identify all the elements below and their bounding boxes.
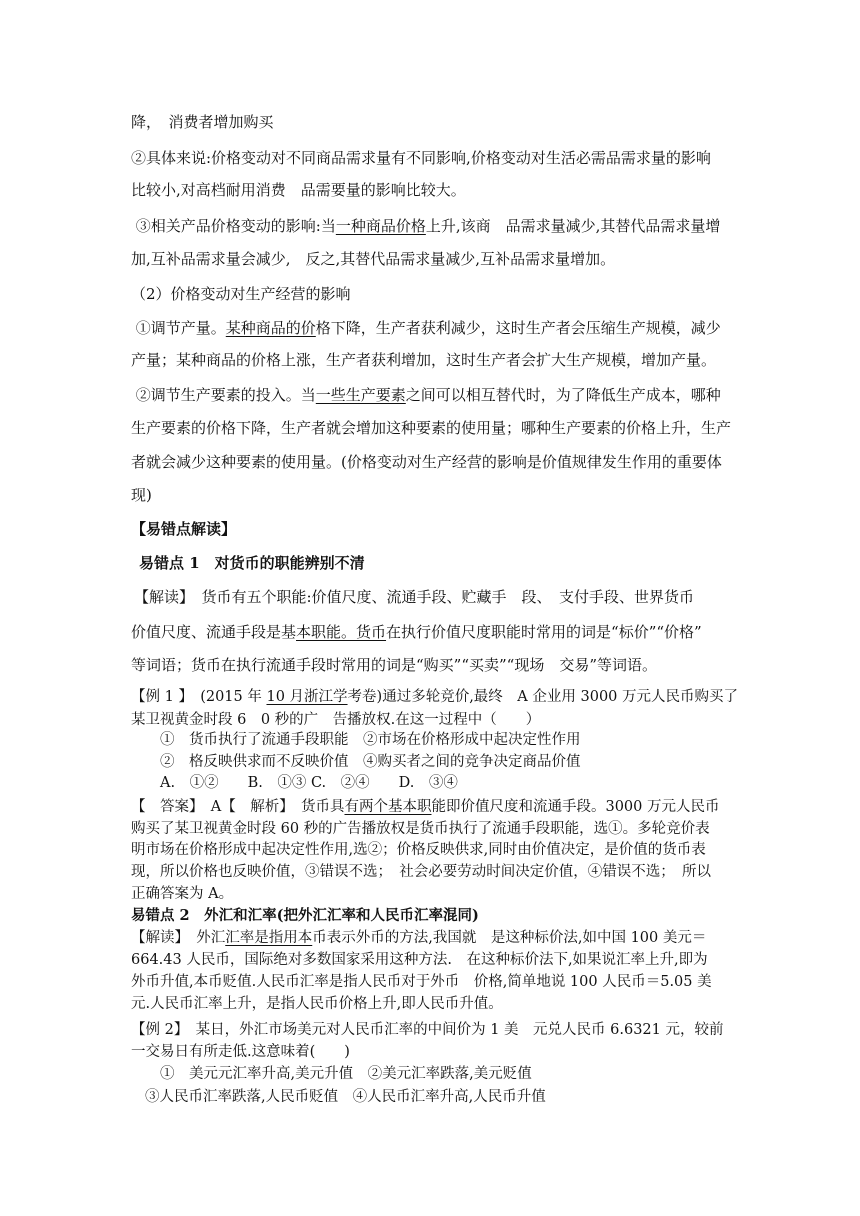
text-line: 【解读】 货币有五个职能:价值尺度、流通手段、贮藏手 段、 支付手段、世界货币 — [134, 588, 695, 606]
text-line: ③相关产品价格变动的影响:当一种商品价格上升,该商 品需求量减少,其替代品需求量增 — [131, 217, 721, 235]
answer-line: 明市场在价格形成中起决定性作用,选②；价格反映供求,同时由价值决定，是价值的货币表 — [131, 842, 706, 858]
option-line: ① 美元元汇率升高,美元升值 ②美元汇率跌落,美元贬值 — [160, 1066, 532, 1082]
choices-line: A. ①② B. ①③ C. ②④ D. ③④ — [160, 775, 458, 791]
option-line: ③人民币汇率跌落,人民币贬值 ④人民币汇率升高,人民币升值 — [145, 1089, 546, 1105]
answer-line: 正确答案为 A。 — [131, 886, 234, 902]
example-line: 【例 1 】 (2015 年 10 月浙江学考卷)通过多轮竞价,最终 A 企业用 3000 万元人民币购买了 — [131, 689, 739, 705]
text-line: 者就会减少这种要素的使用量。(价格变动对生产经营的影响是价值规律发生作用的重要体 — [131, 453, 722, 471]
text-line: 外币升值,本币贬值.人民币汇率是指人民币对于外币 价格,简单地说 100 人民币＝5.05 美 — [131, 974, 712, 990]
text-line: 生产要素的价格下降，生产者就会增加这种要素的使用量；哪种生产要素的价格上升，生产 — [131, 419, 732, 437]
example-line: 【例 2】 某日，外汇市场美元对人民币汇率的中间价为 1 美 元兑人民币 6.6321 元，较前 — [131, 1022, 724, 1038]
answer-line: 购买了某卫视黄金时段 60 秒的广告播放权是货币执行了流通手段职能，选①。多轮竞价表 — [131, 821, 710, 837]
subsection-title: 易错点 2 外汇和汇率(把外汇汇率和人民币汇率混同) — [131, 907, 479, 924]
example-line: 某卫视黄金时段 6 0 秒的广 告播放权.在这一过程中（ ） — [131, 712, 541, 728]
underlined-term: 一些生产要素 — [315, 386, 406, 404]
text-line: ②调节生产要素的投入。当一些生产要素之间可以相互替代时，为了降低生产成本，哪种 — [131, 386, 721, 404]
underlined-term: 汇率是指用本 — [225, 930, 313, 946]
option-line: ② 格反映供求而不反映价值 ④购买者之间的竞争决定商品价值 — [160, 754, 581, 770]
text-line: 价值尺度、流通手段是基本职能。货币在执行价值尺度职能时常用的词是“标价”“价格” — [131, 623, 702, 641]
text-line: 等词语；货币在执行流通手段时常用的词是“购买”“买卖”“现场 交易”等词语。 — [131, 656, 658, 674]
text-line: ①调节产量。某种商品的价格下降，生产者获利减少，这时生产者会压缩生产规模，减少 — [131, 319, 721, 337]
text-line: 【解读】 外汇汇率是指用本币表示外币的方法,我国就 是这种标价法,如中国 100 美元＝ — [131, 930, 707, 946]
answer-line: 【 答案】 A【 解析】 货币具有两个基本职能即价值尺度和流通手段。3000 万元人民币 — [131, 799, 720, 815]
option-line: ① 货币执行了流通手段职能 ②市场在价格形成中起决定性作用 — [160, 732, 581, 748]
section-heading: （2）价格变动对生产经营的影响 — [131, 285, 351, 303]
text-line: 664.43 人民币，国际绝对多数国家采用这种方法. 在这种标价法下,如果说汇率上升,即为 — [131, 952, 708, 968]
underlined-term: 本职能。货币 — [296, 623, 387, 641]
text-line: ②具体来说:价格变动对不同商品需求量有不同影响,价格变动对生活必需品需求量的影响 — [131, 149, 711, 167]
underlined-term: 10 月浙江学 — [266, 689, 348, 705]
subsection-title: 易错点 1 对货币的职能辨别不清 — [139, 554, 365, 572]
example-line: 一交易日有所走低.这意味着( ) — [131, 1044, 350, 1060]
text-line: 产量；某种商品的价格上涨，生产者获利增加，这时生产者会扩大生产规模，增加产量。 — [131, 351, 717, 369]
text-line: 现) — [131, 486, 152, 504]
text-line: 加,互补品需求量会减少, 反之,其替代品需求量减少,互补品需求量增加。 — [131, 250, 616, 268]
text-line: 元.人民币汇率上升，是指人民币价格上升,即人民币升值。 — [131, 996, 503, 1012]
answer-line: 现，所以价格也反映价值，③错误不选； 社会必要劳动时间决定价值，④错误不选； 所以 — [131, 864, 711, 880]
underlined-term: 某种商品的价 — [225, 319, 316, 337]
text-line: 降， 消费者增加购买 — [131, 113, 274, 131]
underlined-term: 一种商品价格 — [335, 217, 426, 235]
text-line: 比较小,对高档耐用消费 品需要量的影响比较大。 — [131, 181, 466, 199]
underlined-term: 有两个基本职 — [344, 799, 432, 815]
section-title: 【易错点解读】 — [131, 520, 237, 538]
